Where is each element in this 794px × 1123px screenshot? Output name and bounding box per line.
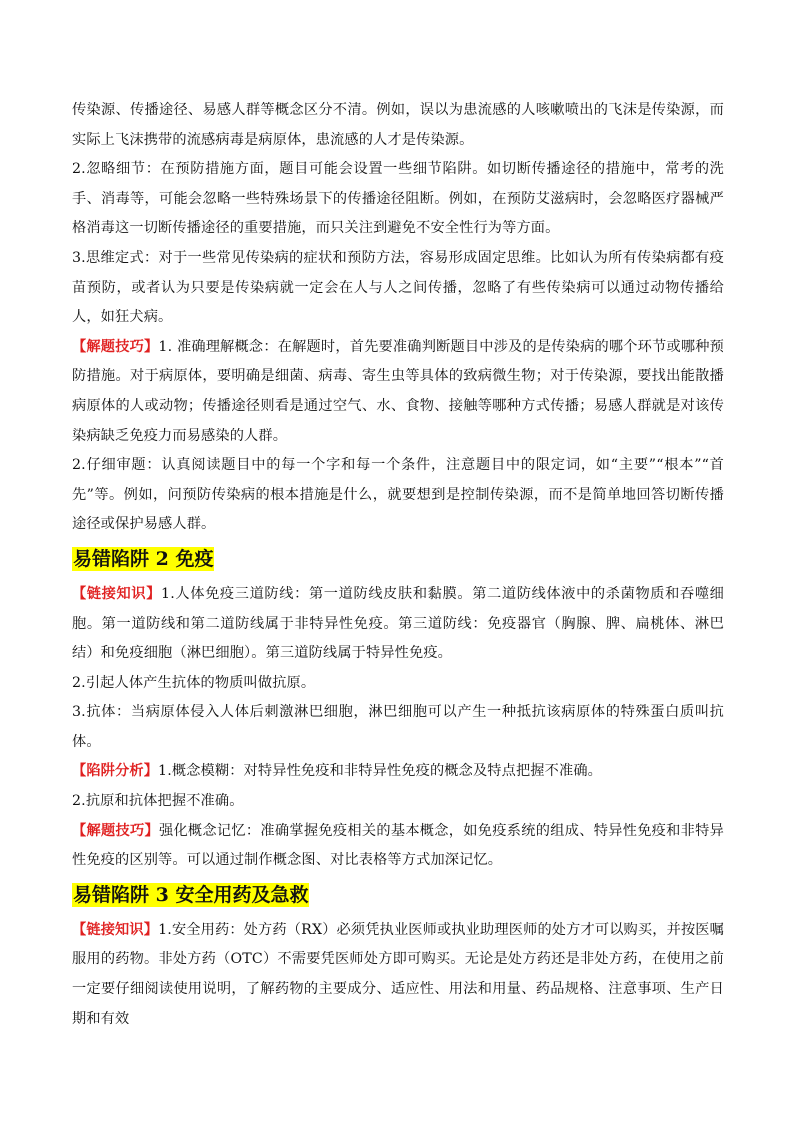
paragraph-concept-confusion: 传染源、传播途径、易感人群等概念区分不清。例如，误以为患流感的人咳嗽喷出的飞沫是传染源，而实际上飞沫携带的流感病毒是病原体，患流感的人才是传染源。 <box>72 102 724 148</box>
section-heading-medication <box>72 880 724 910</box>
section-heading-text: 易错陷阱 3 安全用药及急救 <box>73 883 309 906</box>
link-knowledge-text: 1.人体免疫三道防线：第一道防线皮肤和黏膜。第二道防线体液中的杀菌物质和吞噬细胞。第一道防线和第二道防线属于非特异性免疫。第三道防线：免疫器官（胸腺、脾、扁桃体、淋巴结）和免疫细胞（淋巴细胞）。第三道防线属于特异性免疫。 <box>72 585 724 662</box>
trap-analysis-tag: 【陷阱分析】 <box>72 763 159 780</box>
paragraph-ignore-details: 2.忽略细节：在预防措施方面，题目可能会设置一些细节陷阱。如切断传播途径的措施中，常考的洗手、消毒等，可能会忽略一些特殊场景下的传播途径阻断。例如，在预防艾滋病时，会忽略医疗器械严格消毒这一切断传播途径的重要措施，而只关注到避免不安全性行为等方面。 <box>72 161 724 237</box>
link-knowledge-tag: 【链接知识】 <box>72 585 162 602</box>
link-knowledge-text: 1.安全用药：处方药（RX）必须凭执业医师或执业助理医师的处方才可以购买，并按医嘱服用的药物。非处方药（OTC）不需要凭医师处方即可购买。无论是处方药还是非处方药，在使用之前一定要仔细阅读使用说明，了解药物的主要成分、适应性、用法和用量、药品规格、注意事项、生产日期和有效 <box>72 921 724 1027</box>
document-page <box>72 96 724 1034</box>
paragraph-trap-antigen-antibody: 2.抗原和抗体把握不准确。 <box>72 793 244 810</box>
tip-text: 1. 准确理解概念：在解题时，首先要准确判断题目中涉及的是传染病的哪个环节或哪种预防措施。对于病原体，要明确是细菌、病毒、寄生虫等具体的致病微生物；对于传染源，要找出能散播病原体的人或动物；传播途径则看是通过空气、水、食物、接触等哪种方式传播；易感人群就是对该传染病缺乏免疫力而易感染的人群。 <box>72 338 724 444</box>
paragraph-trap-analysis <box>72 757 724 787</box>
tip-tag: 【解题技巧】 <box>72 338 159 355</box>
paragraph-tip-memory <box>72 817 724 876</box>
paragraph-tip-understand <box>72 333 724 451</box>
paragraph-mindset: 3.思维定式：对于一些常见传染病的症状和预防方法，容易形成固定思维。比如认为所有传染病都有疫苗预防，或者认为只要是传染病就一定会在人与人之间传播，忽略了有些传染病可以通过动物传播给人，如狂犬病。 <box>72 249 724 326</box>
paragraph-tip-read-carefully: 2.仔细审题：认真阅读题目中的每一个字和每一个条件，注意题目中的限定词，如“主要”“根本”“首先”等。例如，问预防传染病的根本措施是什么，就要想到是控制传染源，而不是简单地回答切断传播途径或保护易感人群。 <box>72 457 724 533</box>
link-knowledge-tag: 【链接知识】 <box>72 921 159 938</box>
paragraph-safe-medication <box>72 916 724 1034</box>
section-heading-text: 易错陷阱 2 免疫 <box>73 547 214 570</box>
trap-analysis-text: 1.概念模糊：对特异性免疫和非特异性免疫的概念及特点把握不准确。 <box>158 763 602 780</box>
section-heading-immunity <box>72 544 724 574</box>
tip-tag: 【解题技巧】 <box>72 822 159 839</box>
paragraph-antigen: 2.引起人体产生抗体的物质叫做抗原。 <box>72 674 316 691</box>
tip-text: 强化概念记忆：准确掌握免疫相关的基本概念，如免疫系统的组成、特异性免疫和非特异性免疫的区别等。可以通过制作概念图、对比表格等方式加深记忆。 <box>72 822 724 869</box>
paragraph-link-knowledge <box>72 580 724 669</box>
paragraph-antibody: 3.抗体：当病原体侵入人体后刺激淋巴细胞，淋巴细胞可以产生一种抵抗该病原体的特殊蛋白质叫抗体。 <box>72 704 724 750</box>
